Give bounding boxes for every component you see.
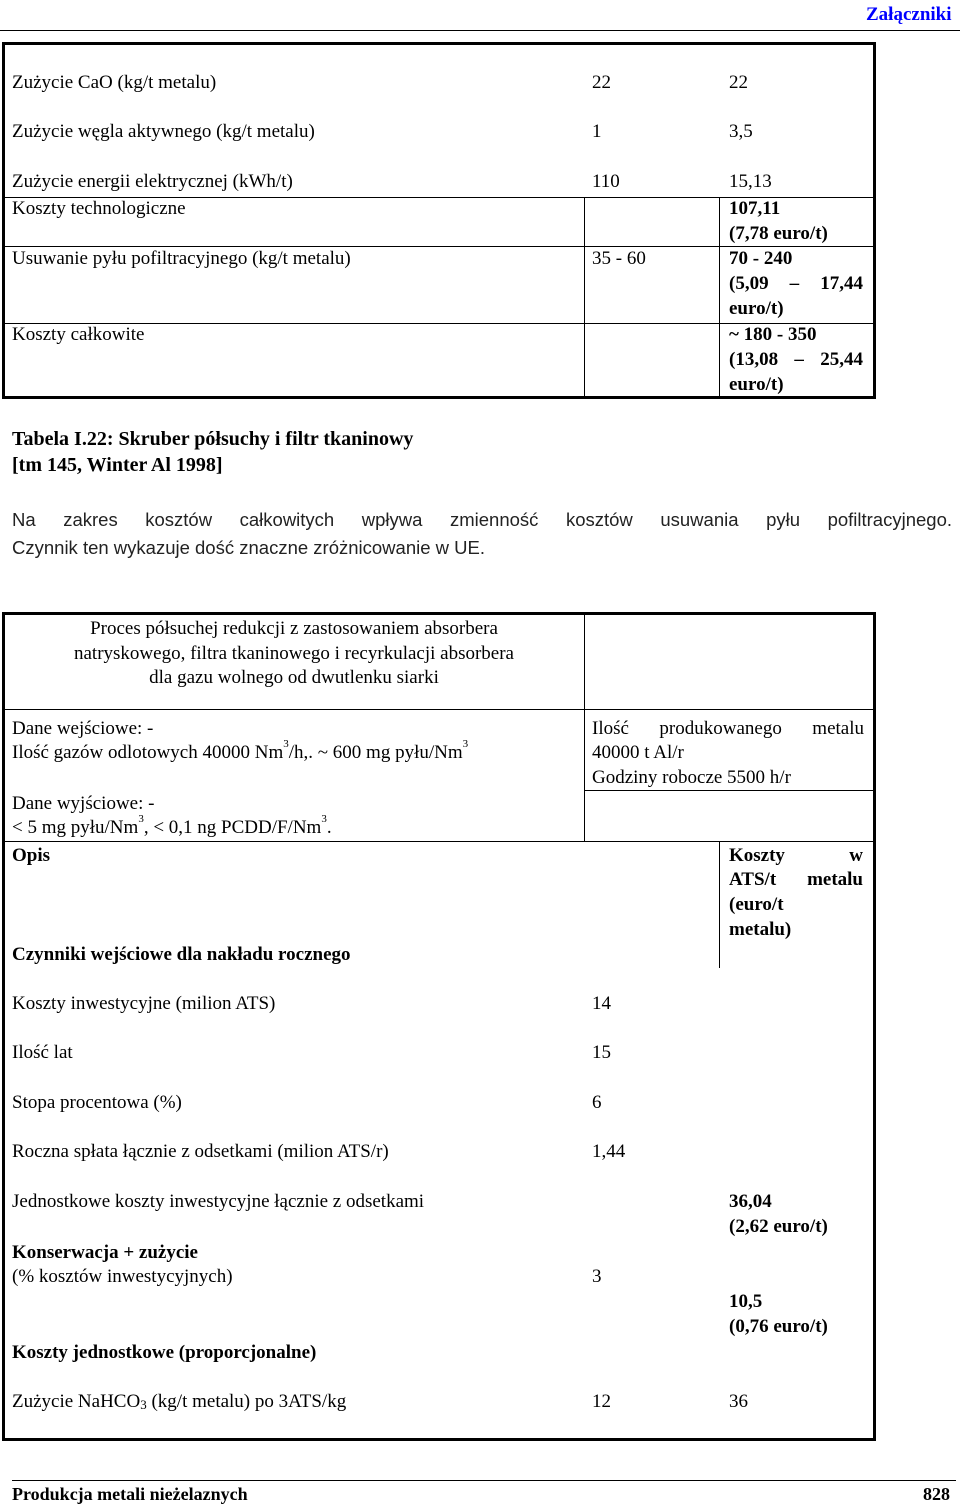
table2-row-value: 1,44 [592,1141,626,1162]
table1-cell: 3,5 [729,121,753,142]
cost-header: Koszty w [729,845,863,866]
section-header: Załączniki [866,4,952,25]
paragraph-line: Na zakres kosztów całkowitych wpływa zmienność kosztów usuwania pyłu pofiltracyjnego. [12,509,952,530]
nahco3-value: 12 [592,1391,611,1412]
unit-invest-cost: 36,04 [729,1191,772,1212]
table1-row-label: Koszty całkowite [12,324,145,345]
table1-row-label: Usuwanie pyłu pofiltracyjnego (kg/t metalu) [12,248,351,269]
table2-title-line: natryskowego, filtra tkaninowego i recyrkulacji absorbera [73,643,514,664]
table1-cell: 107,11 [729,198,781,219]
table2-row-value: 15 [592,1042,611,1063]
table1-row-label: Koszty technologiczne [12,198,186,219]
table1-cell: 70 - 240 [729,248,793,269]
output-data-label: Dane wyjściowe: - [12,793,155,814]
table2-row-value: 6 [592,1092,602,1113]
maintenance-label: (% kosztów inwestycyjnych) [12,1266,233,1287]
input-data-label: Dane wejściowe: - [12,718,154,739]
table1-row-label: Zużycie węgla aktywnego (kg/t metalu) [12,121,315,142]
table-caption: Tabela I.22: Skruber półsuchy i filtr tkaninowy [12,428,414,450]
paragraph-line: Czynnik ten wykazuje dość znaczne zróżnicowanie w UE. [12,537,485,558]
table2-title-line: Proces półsuchej redukcji z zastosowaniem absorbera [90,618,498,639]
table1-cell: 35 - 60 [592,248,646,269]
maintenance-label: Konserwacja + zużycie [12,1242,198,1263]
nahco3-cost: 36 [729,1391,748,1412]
table1-cell: euro/t) [729,298,784,319]
table1-cell: (13,08 – 25,44 [729,349,863,370]
table2-row-label: Roczna spłata łącznie z odsetkami (milion ATS/r) [12,1141,389,1162]
input-data-text: Ilość gazów odlotowych 40000 Nm$^3$/h,. ~ 600 mg pyłu/Nm$^3$ [12,738,469,763]
page-number: 828 [923,1484,950,1504]
cost-header: (euro/t [729,894,784,915]
footer-rule [12,1480,956,1481]
table1-row-label: Zużycie CaO (kg/t metalu) [12,72,217,93]
table1-cell: euro/t) [729,374,784,395]
table2-title-line: dla gazu wolnego od dwutlenku siarki [149,667,439,688]
factors-label: Czynniki wejściowe dla nakładu rocznego [12,944,351,965]
table2-row-label: Koszty inwestycyjne (milion ATS) [12,993,276,1014]
table1-cell: 1 [592,121,602,142]
table2-row-label: Stopa procentowa (%) [12,1092,182,1113]
metal-amount-value: 40000 t Al/r [592,742,684,763]
opis-label: Opis [12,845,51,866]
table1-cell: 22 [592,72,611,93]
output-data-text: < 5 mg pyłu/$Nm^3$, < 0,1 ng PCDD/F/Nm$^3$. [12,813,332,838]
table1-cell: (7,78 euro/t) [729,223,828,244]
table1-cell: 15,13 [729,171,772,192]
table1-cell: (5,09 – 17,44 [729,273,863,294]
nahco3-label: Zużycie NaHCO$_3$ (kg/t metalu) po 3ATS/kg [12,1391,347,1412]
table2-row-value: 14 [592,993,611,1014]
table1-cell: 110 [592,171,620,192]
maintenance-cost: 10,5 [729,1291,763,1312]
table1-cell: 22 [729,72,748,93]
working-hours: Godziny robocze 5500 h/r [592,767,791,788]
maintenance-cost: (0,76 euro/t) [729,1316,828,1337]
unit-invest-cost: (2,62 euro/t) [729,1216,828,1237]
table-source: [tm 145, Winter Al 1998] [12,454,223,476]
header-rule [0,30,960,31]
table1-row-label: Zużycie energii elektrycznej (kWh/t) [12,171,293,192]
footer-title: Produkcja metali nieżelaznych [12,1484,248,1504]
metal-amount-line: Ilość produkowanego metalu [592,718,864,739]
maintenance-value: 3 [592,1266,602,1287]
cost-header: metalu) [729,919,792,940]
table2-row-label: Ilość lat [12,1042,73,1063]
table1-cell: ~ 180 - 350 [729,324,817,345]
cost-header: ATS/t metalu [729,869,863,890]
unit-invest-label: Jednostkowe koszty inwestycyjne łącznie z odsetkami [12,1191,425,1212]
unit-prop-label: Koszty jednostkowe (proporcjonalne) [12,1342,317,1363]
